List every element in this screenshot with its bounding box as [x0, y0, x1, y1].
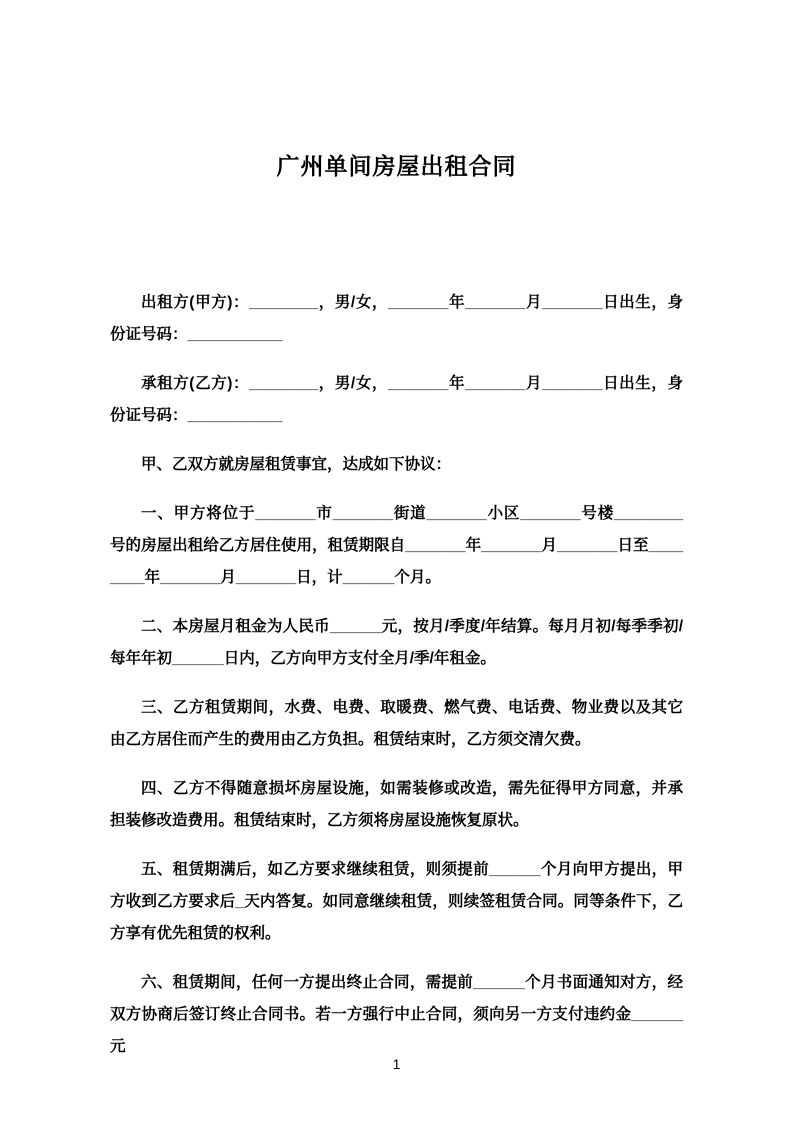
contract-clause-4: 四、乙方不得随意损坏房屋设施，如需装修或改造，需先征得甲方同意，并承担装修改造费用。租赁结束时，乙方须将房屋设施恢复原状。: [110, 780, 683, 829]
contract-clause-1: 一、甲方将位于_______市_______街道_______小区_______号楼________号的房屋出租给乙方居住使用，租赁期限自_______年_______月_______日至________年_______月_______日，计______个月。: [110, 505, 683, 586]
contract-clause-2: 二、本房屋月租金为人民币______元，按月/季度/年结算。每月月初/每季季初/每年年初______日内，乙方向甲方支付全月/季/年租金。: [110, 618, 683, 667]
contract-paragraph-lessee: 承租方(乙方)：________，男/女，_______年_______月_______日出生，身份证号码：___________: [110, 375, 683, 424]
contract-paragraph-preamble: 甲、乙双方就房屋租赁事宜，达成如下协议：: [141, 456, 452, 473]
contract-clause-3: 三、乙方租赁期间，水费、电费、取暖费、燃气费、电话费、物业费以及其它由乙方居住而产生的费用由乙方负担。租赁结束时，乙方须交清欠费。: [110, 699, 683, 748]
contract-paragraph-lessor: 出租方(甲方)：________，男/女，_______年_______月_______日出生，身份证号码：___________: [110, 294, 683, 343]
contract-clause-5: 五、租赁期满后，如乙方要求继续租赁，则须提前______个月向甲方提出，甲方收到乙方要求后_天内答复。如同意继续租赁，则续签租赁合同。同等条件下，乙方享有优先租赁的权利。: [110, 861, 683, 942]
contract-clause-6: 六、租赁期间，任何一方提出终止合同，需提前______个月书面通知对方，经双方协商后签订终止合同书。若一方强行中止合同，须向另一方支付违约金______元: [110, 974, 683, 1055]
page-title: 广州单间房屋出租合同: [276, 153, 517, 179]
page-number: 1: [392, 1056, 401, 1072]
contract-body: [110, 287, 683, 1063]
